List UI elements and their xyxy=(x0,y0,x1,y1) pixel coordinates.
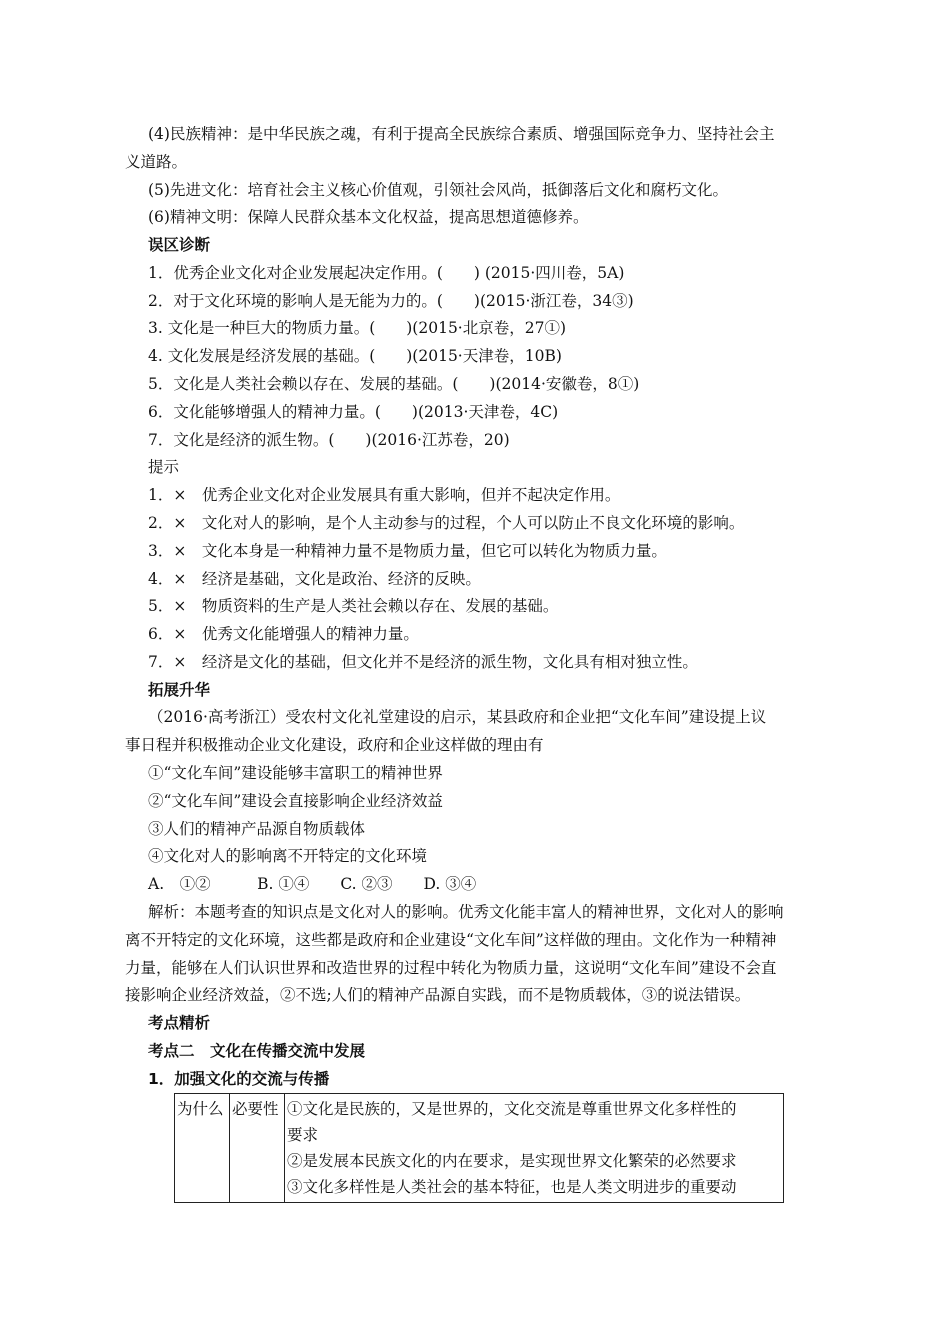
misconception-item: 5．文化是人类社会赖以存在、发展的基础。( )(2014·安徽卷，8①) xyxy=(148,375,640,393)
paragraph-spiritual-civilization: (6)精神文明：保障人民群众基本文化权益，提高思想道德修养。 xyxy=(148,208,589,226)
hint-item: 6．× 优秀文化能增强人的精神力量。 xyxy=(148,625,419,643)
hint-item: 4．× 经济是基础，文化是政治、经济的反映。 xyxy=(148,570,481,588)
heading-hints: 提示 xyxy=(148,458,180,476)
reason-line: 要求 xyxy=(287,1126,319,1144)
reason-line: ③文化多样性是人类社会的基本特征，也是人类文明进步的重要动 xyxy=(287,1178,737,1196)
misconception-item: 3. 文化是一种巨大的物质力量。( )(2015·北京卷，27①) xyxy=(148,319,567,337)
analysis-line: 接影响企业经济效益，②不选;人们的精神产品源自实践，而不是物质载体，③的说法错误。 xyxy=(125,986,751,1004)
table-cell-necessity: 必要性 xyxy=(230,1094,285,1203)
analysis-line: 力量，能够在人们认识世界和改造世界的过程中转化为物质力量，这说明“文化车间”建设不会直 xyxy=(125,959,777,977)
heading-misconceptions: 误区诊断 xyxy=(148,236,211,254)
misconception-item: 4. 文化发展是经济发展的基础。( )(2015·天津卷，10B) xyxy=(148,347,562,365)
misconception-item: 2．对于文化环境的影响人是无能为力的。( )(2015·浙江卷，34③) xyxy=(148,292,634,310)
heading-key-points: 考点精析 xyxy=(148,1014,211,1032)
table-row xyxy=(175,1094,784,1203)
table-cell-reasons xyxy=(285,1094,784,1203)
misconception-item: 6．文化能够增强人的精神力量。( )(2013·天津卷，4C) xyxy=(148,403,559,421)
hint-item: 2．× 文化对人的影响，是个人主动参与的过程，个人可以防止不良文化环境的影响。 xyxy=(148,514,745,532)
heading-extension: 拓展升华 xyxy=(148,681,211,699)
answer-choices: A. ①② B. ①④ C. ②③ D. ③④ xyxy=(148,875,477,893)
misconception-item: 1．优秀企业文化对企业发展起决定作用。( ) (2015·四川卷，5A) xyxy=(148,264,625,282)
misconception-item: 7．文化是经济的派生物。( )(2016·江苏卷，20) xyxy=(148,431,510,449)
paragraph-national-spirit-cont: 义道路。 xyxy=(125,153,188,171)
table-cell-why: 为什么 xyxy=(175,1094,230,1203)
question-option: ④文化对人的影响离不开特定的文化环境 xyxy=(148,847,428,865)
question-option: ③人们的精神产品源自物质载体 xyxy=(148,820,366,838)
culture-exchange-table xyxy=(174,1093,784,1203)
hint-item: 7．× 经济是文化的基础，但文化并不是经济的派生物，文化具有相对独立性。 xyxy=(148,653,698,671)
question-stem-cont: 事日程并积极推动企业文化建设，政府和企业这样做的理由有 xyxy=(125,736,544,754)
question-option: ②“文化车间”建设会直接影响企业经济效益 xyxy=(148,792,443,810)
hint-item: 1．× 优秀企业文化对企业发展具有重大影响，但并不起决定作用。 xyxy=(148,486,621,504)
question-option: ①“文化车间”建设能够丰富职工的精神世界 xyxy=(148,764,443,782)
question-stem: （2016·高考浙江）受农村文化礼堂建设的启示，某县政府和企业把“文化车间”建设提上议 xyxy=(148,708,767,726)
heading-strengthen-exchange: 1．加强文化的交流与传播 xyxy=(148,1070,330,1088)
hint-item: 5．× 物质资料的生产是人类社会赖以存在、发展的基础。 xyxy=(148,597,559,615)
analysis-line: 解析：本题考查的知识点是文化对人的影响。优秀文化能丰富人的精神世界，文化对人的影响 xyxy=(148,903,784,921)
reason-line: ②是发展本民族文化的内在要求，是实现世界文化繁荣的必然要求 xyxy=(287,1152,737,1170)
reason-line: ①文化是民族的，又是世界的，文化交流是尊重世界文化多样性的 xyxy=(287,1100,737,1118)
hint-item: 3．× 文化本身是一种精神力量不是物质力量，但它可以转化为物质力量。 xyxy=(148,542,667,560)
analysis-line: 离不开特定的文化环境，这些都是政府和企业建设“文化车间”这样做的理由。文化作为一种精神 xyxy=(125,931,777,949)
paragraph-national-spirit: (4)民族精神：是中华民族之魂，有利于提高全民族综合素质、增强国际竞争力、坚持社会主 xyxy=(148,125,775,143)
heading-key-point-two: 考点二 文化在传播交流中发展 xyxy=(148,1042,366,1060)
paragraph-advanced-culture: (5)先进文化：培育社会主义核心价值观，引领社会风尚，抵御落后文化和腐朽文化。 xyxy=(148,181,728,199)
